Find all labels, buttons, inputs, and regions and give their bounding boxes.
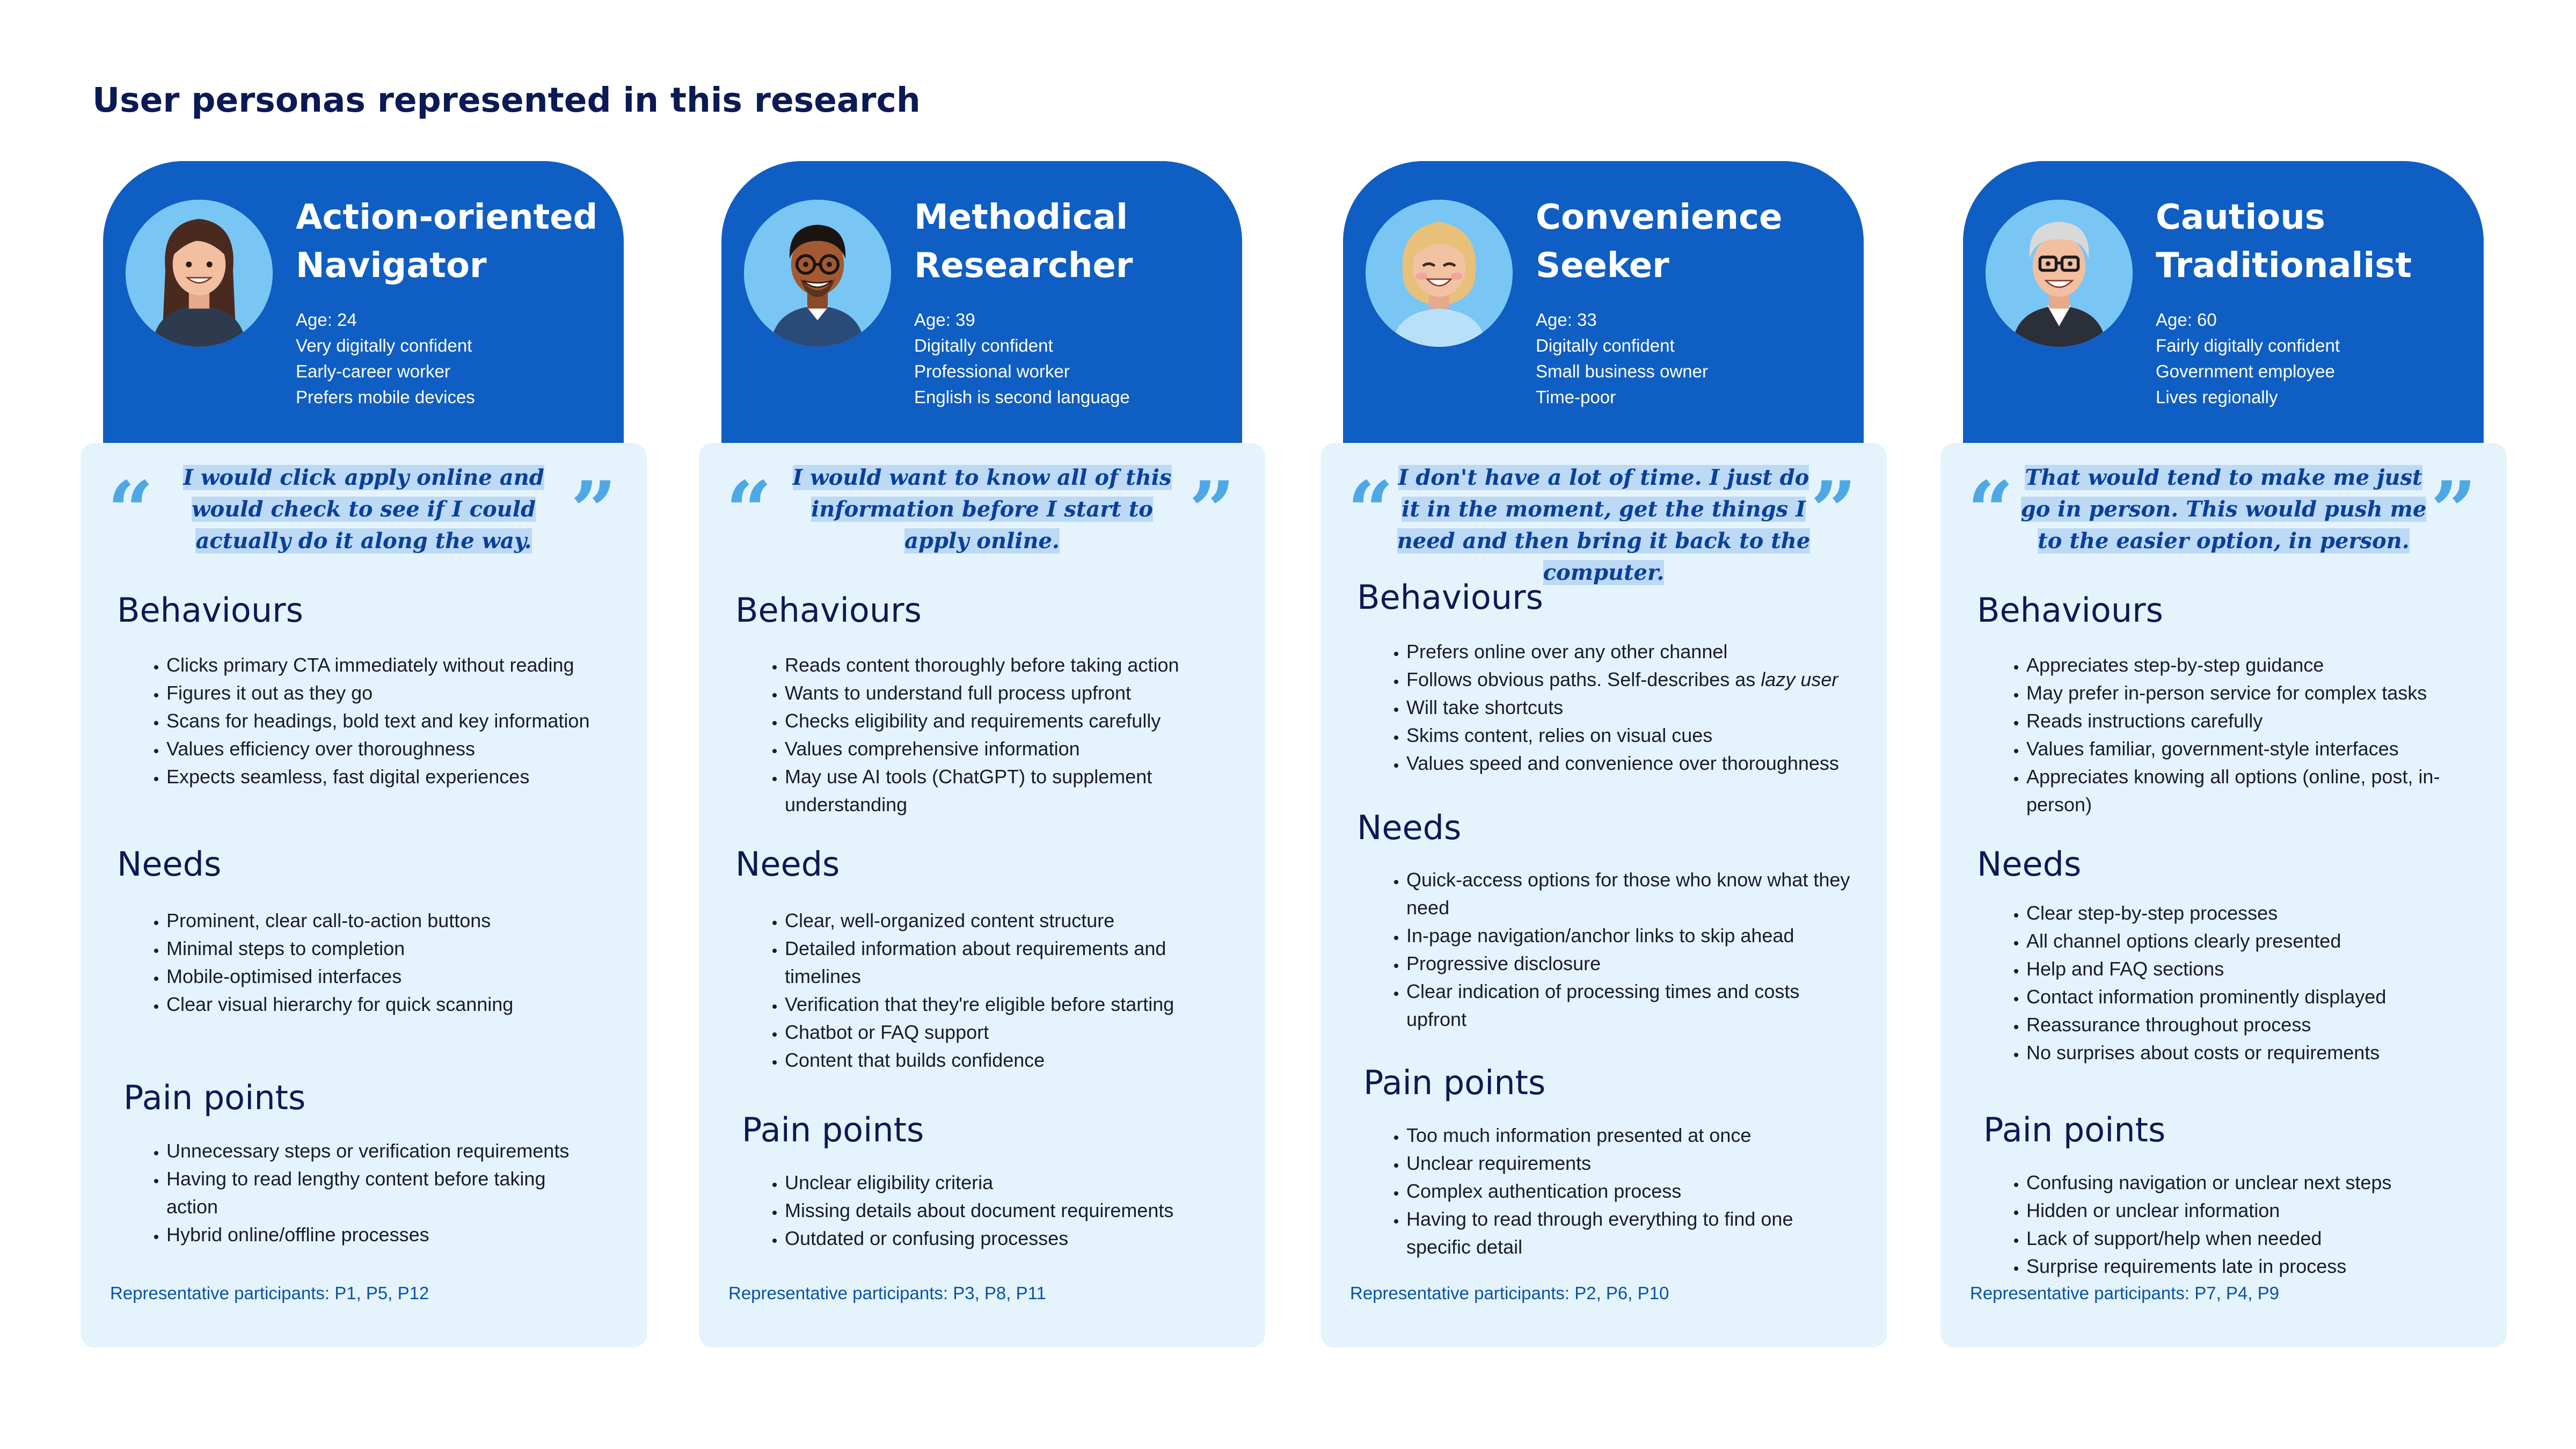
persona-details (1320, 443, 1887, 1348)
persona-header (1963, 161, 2484, 446)
needs-heading: Needs (1357, 808, 1462, 847)
list-item: • Values speed and convenience over thoroughness (1406, 749, 1879, 777)
list-item: • Appreciates step-by-step guidance (2026, 651, 2472, 679)
list-item: • Appreciates knowing all options (online, post, in-person) (2026, 763, 2472, 819)
trait: Prefers mobile devices (296, 387, 475, 407)
trait: Digitally confident (1536, 336, 1675, 355)
trait: Lives regionally (2156, 387, 2278, 407)
list-item: • Progressive disclosure (1406, 950, 1852, 978)
persona-traits (1536, 307, 1863, 410)
list-item: • Mobile-optimised interfaces (166, 963, 639, 991)
list-item: • Surprise requirements late in process (2026, 1253, 2499, 1280)
needs-heading: Needs (1977, 844, 2082, 884)
open-quote-icon: “ (1347, 471, 1394, 530)
avatar (1986, 200, 2133, 347)
list-item: • Values familiar, government-style interfaces (2026, 735, 2472, 763)
list-item: • Quick-access options for those who know what they need (1406, 866, 1852, 922)
persona-traits (914, 307, 1242, 410)
list-item: • Clear, well-organized content structure (785, 907, 1230, 935)
list-item: • Unclear requirements (1406, 1149, 1852, 1177)
behaviours-list (770, 651, 1230, 819)
trait: Digitally confident (914, 336, 1053, 355)
close-quote-icon: ” (1188, 471, 1235, 530)
list-item: • Clear visual hierarchy for quick scanning (166, 991, 639, 1018)
representative-participants: Representative participants: P3, P8, P11 (728, 1283, 1046, 1303)
list-item: • Detailed information about requirements and timelines (785, 935, 1230, 991)
list-item: • Clear step-by-step processes (2026, 899, 2499, 927)
emphasis: lazy user (1761, 668, 1838, 690)
representative-participants: Representative participants: P2, P6, P10 (1350, 1283, 1669, 1303)
list-item: • All channel options clearly presented (2026, 927, 2499, 955)
pain-points-list (2011, 1169, 2499, 1280)
pain-points-list (1391, 1122, 1852, 1261)
persona-card-cautious-traditionalist (1940, 161, 2507, 1348)
persona-header (721, 161, 1242, 446)
trait-age: Age: 33 (1536, 310, 1597, 330)
list-item: • Missing details about document requirements (785, 1197, 1257, 1225)
list-item: • Unnecessary steps or verification requirements (166, 1137, 596, 1165)
list-item: • Prefers online over any other channel (1406, 638, 1879, 666)
close-quote-icon: ” (1810, 471, 1857, 530)
list-item: • Verification that they're eligible before starting (785, 991, 1230, 1018)
persona-card-action-oriented-navigator (81, 161, 647, 1348)
pain-points-list (151, 1137, 596, 1249)
persona-name: Cautious Traditionalist (2156, 198, 2412, 286)
trait: Time-poor (1536, 387, 1616, 407)
list-item: • Clear indication of processing times and costs upfront (1406, 978, 1852, 1033)
list-item: • Complex authentication process (1406, 1177, 1852, 1205)
list-item: • Values comprehensive information (785, 735, 1230, 763)
persona-traits (2156, 307, 2483, 410)
behaviours-list (1391, 638, 1879, 777)
pain-points-heading: Pain points (1363, 1063, 1546, 1102)
behaviours-heading: Behaviours (735, 591, 922, 630)
avatar-blonde-woman-icon (1366, 200, 1513, 347)
needs-list (770, 907, 1230, 1074)
behaviours-heading: Behaviours (1357, 578, 1543, 617)
list-item: • Having to read lengthy content before taking action (166, 1165, 596, 1221)
representative-participants: Representative participants: P7, P4, P9 (1970, 1283, 2279, 1303)
list-item: • In-page navigation/anchor links to skip ahead (1406, 922, 1852, 950)
list-item: • Values efficiency over thoroughness (166, 735, 639, 763)
pain-points-heading: Pain points (742, 1110, 924, 1149)
trait: English is second language (914, 387, 1130, 407)
behaviours-list (151, 651, 639, 791)
persona-quote: I don't have a lot of time. I just do it in the moment, get the things I need and then bring it back to the computer. (1397, 465, 1811, 585)
avatar (744, 200, 891, 347)
needs-heading: Needs (735, 844, 840, 884)
persona-quote: I would want to know all of this information before I start to apply online. (792, 465, 1172, 554)
persona-card-convenience-seeker (1320, 161, 1887, 1348)
behaviours-list (2011, 651, 2472, 819)
list-item: • Reads instructions carefully (2026, 707, 2472, 735)
list-item: • Skims content, relies on visual cues (1406, 722, 1879, 749)
trait: Professional worker (914, 361, 1070, 381)
avatar-man-glasses-icon (744, 200, 891, 347)
list-item: • Expects seamless, fast digital experiences (166, 763, 639, 791)
list-item: • Contact information prominently displayed (2026, 983, 2499, 1011)
avatar (1366, 200, 1513, 347)
list-item: • Reassurance throughout process (2026, 1011, 2499, 1039)
trait: Government employee (2156, 361, 2335, 381)
list-item: • Clicks primary CTA immediately without reading (166, 651, 639, 679)
trait: Fairly digitally confident (2156, 336, 2340, 355)
trait: Small business owner (1536, 361, 1708, 381)
page-title: User personas represented in this research (92, 81, 921, 120)
list-item: • Scans for headings, bold text and key information (166, 707, 639, 735)
avatar-older-man-icon (1986, 200, 2133, 347)
trait: Very digitally confident (296, 336, 472, 355)
pain-points-heading: Pain points (123, 1078, 306, 1117)
list-item: • Hybrid online/offline processes (166, 1221, 596, 1249)
trait-age: Age: 60 (2156, 310, 2217, 330)
trait-age: Age: 39 (914, 310, 975, 330)
list-item: • No surprises about costs or requirements (2026, 1039, 2499, 1067)
persona-traits (296, 307, 623, 410)
persona-header (103, 161, 624, 446)
list-item: • Minimal steps to completion (166, 935, 639, 963)
trait: Early-career worker (296, 361, 450, 381)
trait-age: Age: 24 (296, 310, 357, 330)
list-item: • Too much information presented at once (1406, 1122, 1852, 1149)
list-item: • Outdated or confusing processes (785, 1225, 1257, 1253)
persona-name: Methodical Researcher (914, 198, 1133, 286)
list-item: • Confusing navigation or unclear next steps (2026, 1169, 2499, 1197)
persona-name: Convenience Seeker (1536, 198, 1783, 286)
needs-list (1391, 866, 1852, 1033)
persona-name: Action-oriented Navigator (296, 198, 598, 286)
avatar (126, 200, 273, 347)
list-item: • Unclear eligibility criteria (785, 1169, 1257, 1197)
behaviours-heading: Behaviours (117, 591, 303, 630)
persona-quote: I would click apply online and would check to see if I could actually do it along the way. (183, 465, 544, 554)
needs-heading: Needs (117, 844, 222, 884)
persona-details (81, 443, 647, 1348)
list-item: • Checks eligibility and requirements carefully (785, 707, 1230, 735)
avatar-young-woman-icon (126, 200, 273, 347)
list-item: • Wants to understand full process upfront (785, 679, 1230, 707)
persona-details (1940, 443, 2507, 1348)
list-item: • Lack of support/help when needed (2026, 1225, 2499, 1253)
list-item: • Chatbot or FAQ support (785, 1018, 1230, 1046)
list-item: • Figures it out as they go (166, 679, 639, 707)
persona-header (1343, 161, 1864, 446)
list-item: • Having to read through everything to find one specific detail (1406, 1205, 1852, 1261)
persona-quote: That would tend to make me just go in person. This would push me to the easier option, in person. (2020, 465, 2427, 554)
list-item: • Reads content thoroughly before taking action (785, 651, 1230, 679)
open-quote-icon: “ (726, 471, 772, 530)
behaviours-heading: Behaviours (1977, 591, 2163, 630)
list-item: • Prominent, clear call-to-action buttons (166, 907, 639, 935)
list-item: • Will take shortcuts (1406, 694, 1879, 722)
list-item: • Content that builds confidence (785, 1046, 1230, 1074)
open-quote-icon: “ (107, 471, 154, 530)
pain-points-heading: Pain points (1983, 1110, 2166, 1149)
persona-details (699, 443, 1265, 1348)
list-item: • May prefer in-person service for complex tasks (2026, 679, 2472, 707)
close-quote-icon: ” (570, 471, 617, 530)
persona-card-methodical-researcher (699, 161, 1265, 1348)
representative-participants: Representative participants: P1, P5, P12 (110, 1283, 429, 1303)
list-item: • Help and FAQ sections (2026, 955, 2499, 983)
list-item: • Hidden or unclear information (2026, 1197, 2499, 1225)
pain-points-list (770, 1169, 1257, 1253)
close-quote-icon: ” (2430, 471, 2477, 530)
needs-list (151, 907, 639, 1018)
list-item: • May use AI tools (ChatGPT) to supplement understanding (785, 763, 1230, 819)
list-item: • Follows obvious paths. Self-describes as lazy user (1406, 666, 1879, 694)
needs-list (2011, 899, 2499, 1067)
open-quote-icon: “ (1967, 471, 2014, 530)
